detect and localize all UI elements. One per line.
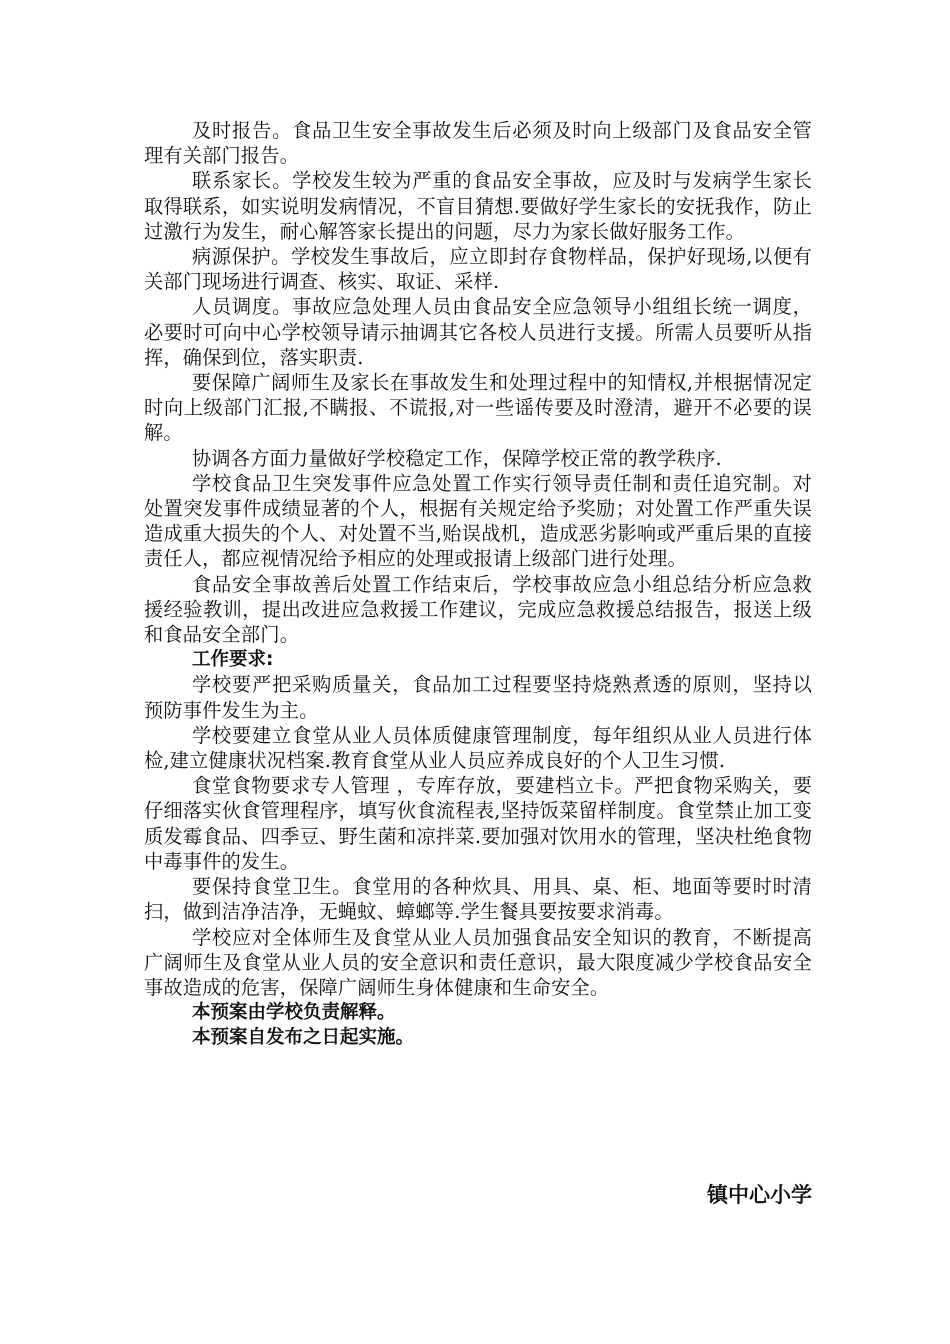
paragraph-staff-dispatch: 人员调度。事故应急处理人员由食品安全应急领导小组组长统一调度，必要时可向中心学校领导请示抽调其它各校人员进行支援。所需人员要听从指挥，确保到位，落实职责. [144, 295, 812, 369]
requirement-procurement: 学校要严把采购质量关，食品加工过程要坚持烧熟煮透的原则，坚持以预防事件发生为主。 [144, 673, 812, 722]
paragraph-source-protection: 病源保护。学校发生事故后，应立即封存食物样品，保护好现场,以便有关部门现场进行调查、核实、取证、采样. [144, 245, 812, 294]
paragraph-aftermath: 食品安全事故善后处置工作结束后，学校事故应急小组总结分析应急救援经验教训，提出改进应急救援工作建议，完成应急救援总结报告，报送上级和食品安全部门。 [144, 572, 812, 647]
requirement-food-management: 食堂食物要求专人管理 ，专库存放，要建档立卡。严把食物采购关，要仔细落实伙食管理程序，填写伙食流程表,坚持饭菜留样制度。食堂禁止加工变质发霉食品、四季豆、野生菌和凉拌菜.要加强对饮用水的管理，坚决杜绝食物中毒事件的发生。 [144, 774, 812, 873]
requirement-health-management: 学校要建立食堂从业人员体质健康管理制度，每年组织从业人员进行体检,建立健康状况档案.教育食堂从业人员应养成良好的个人卫生习惯. [144, 723, 812, 773]
closing-interpretation: 本预案由学校负责解释。 [192, 1002, 396, 1024]
requirement-canteen-hygiene: 要保持食堂卫生。食堂用的各种炊具、用具、桌、柜、地面等要时时清扫，做到洁净洁净，无蝇蚊、蟑螂等.学生餐具要按要求消毒。 [144, 875, 812, 924]
paragraph-report: 及时报告。食品卫生安全事故发生后必须及时向上级部门及食品安全管理有关部门报告。 [144, 119, 812, 168]
requirements-heading: 工作要求: [192, 649, 274, 671]
paragraph-accountability: 学校食品卫生突发事件应急处置工作实行领导责任制和责任追究制。对处置突发事件成绩显著的个人，根据有关规定给予奖励；对处置工作严重失误造成重大损失的个人、对处置不当,贻误战机，造成恶劣影响或严重后果的直接责任人，都应视情况给予相应的处理或报请上级部门进行处理。 [144, 471, 812, 571]
requirement-safety-education: 学校应对全体师生及食堂从业人员加强食品安全知识的教育，不断提高广阔师生及食堂从业人员的安全意识和责任意识，最大限度减少学校食品安全事故造成的危害，保障广阔师生身体健康和生命安全。 [144, 925, 812, 999]
closing-effective-date: 本预案自发布之日起实施。 [192, 1027, 415, 1049]
paragraph-right-to-know: 要保障广阔师生及家长在事故发生和处理过程中的知情权,并根据情况定时向上级部门汇报,不瞒报、不谎报,对一些谣传要及时澄清，避开不必要的误解。 [144, 371, 812, 445]
document-body [144, 118, 812, 1051]
signature-school: 镇中心小学 [707, 1183, 812, 1207]
paragraph-contact-parents: 联系家长。学校发生较为严重的食品安全事故，应及时与发病学生家长取得联系，如实说明发病情况，不盲目猜想.要做好学生家长的安抚我作，防止过激行为发生，耐心解答家长提出的问题，尽力为家长做好服务工作。 [144, 169, 812, 243]
paragraph-coordination: 协调各方面力量做好学校稳定工作，保障学校正常的教学秩序. [192, 446, 722, 470]
